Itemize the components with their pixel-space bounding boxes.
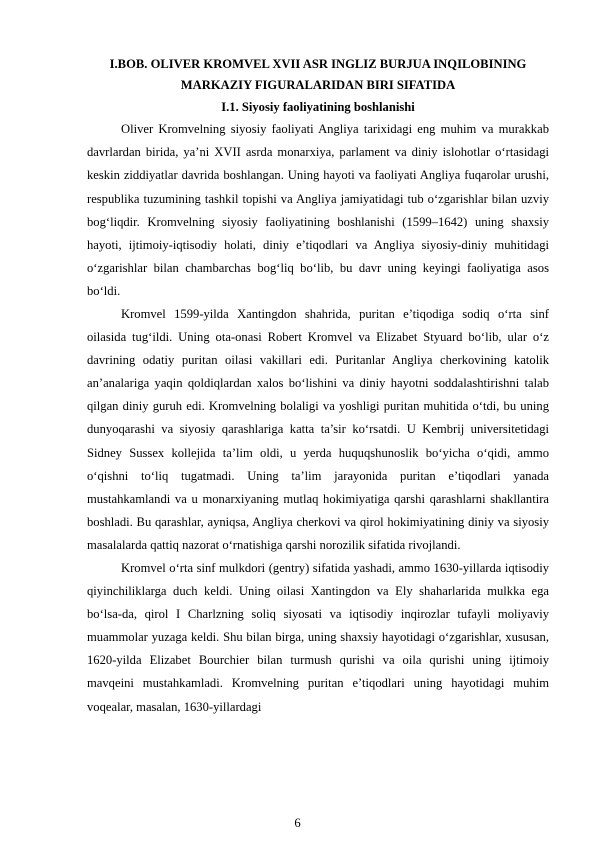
section-title: I.1. Siyosiy faoliyatining boshlanishi xyxy=(221,99,415,114)
paragraph: Kromvel o‘rta sinf mulkdori (gentry) sifatida yashadi, ammo 1630-yillarda iqtisodiy qiyinchiliklarga duch keldi. Uning oilasi Xantingdon va Ely shaharlarida mulkka ega bo‘lsa-da, qirol I Charlzning soliq siyosati va iqtisodiy inqirozlar tufayli moliyaviy muammolar yuzaga keldi. Shu bilan birga, uning shaxsiy hayotidagi o‘zgarishlar, xususan, 1620-yilda Elizabet Bourchier bilan turmush qurishi va oila qurishi uning ijtimoiy mavqeini mustahkamladi. Kromvelning puritan e’tiqodlari uning hayotidagi muhim voqealar, masalan, 1630-yillardagi xyxy=(87,561,549,714)
paragraph: Oliver Kromvelning siyosiy faoliyati Angliya tarixidagi eng muhim va murakkab davrlardan birida, ya’ni XVII asrda monarxiya, parlament va diniy islohotlar o‘rtasidagi keskin ziddiyatlar davrida boshlangan. Uning hayoti va faoliyati Angliya fuqarolar urushi, respublika tuzumining tashkil topishi va Angliya jamiyatidagi tub o‘zgarishlar bilan uzviy bog‘liqdir. Kromvelning siyosiy faoliyatining boshlanishi (1599–1642) uning shaxsiy hayoti, ijtimoiy-iqtisodiy holati, diniy e’tiqodlari va Angliya siyosiy-diniy muhitidagi o‘zgarishlar bilan chambarchas bog‘liq bo‘lib, bu davr uning keyingi faoliyatiga asos bo‘ldi. xyxy=(87,122,549,298)
page-number: 6 xyxy=(294,816,301,830)
page-content xyxy=(87,54,549,719)
paragraph: Kromvel 1599-yilda Xantingdon shahrida, puritan e’tiqodiga sodiq o‘rta sinf oilasida tug‘ildi. Uning ota-onasi Robert Kromvel va Elizabet Styuard bo‘lib, ular o‘z davrining odatiy puritan oilasi vakillari edi. Puritanlar Angliya cherkovining katolik an’analariga yaqin qoldiqlardan xalos bo‘lishini va diniy hayotni soddalashtirishni talab qilgan diniy guruh edi. Kromvelning bolaligi va yoshligi puritan muhitida o‘tdi, bu uning dunyoqarashi va siyosiy qarashlariga katta ta’sir ko‘rsatdi. U Kembrij universitetidagi Sidney Sussex kollejida ta’lim oldi, u yerda huquqshunoslik bo‘yicha o‘qidi, ammo o‘qishni to‘liq tugatmadi. Uning ta’lim jarayonida puritan e’tiqodlari yanada mustahkamlandi va u monarxiyaning mutlaq hokimiyatiga qarshi qarashlarni shakllantira boshladi. Bu qarashlar, ayniqsa, Angliya cherkovi va qirol hokimiyatining diniy va siyosiy masalalarda qattiq nazorat o‘rnatishiga qarshi norozilik sifatida rivojlandi. xyxy=(87,306,549,552)
chapter-title: I.BOB. OLIVER KROMVEL XVII ASR INGLIZ BURJUA INQILOBINING MARKAZIY FIGURALARIDAN BIRI SIFATIDA xyxy=(109,57,527,93)
